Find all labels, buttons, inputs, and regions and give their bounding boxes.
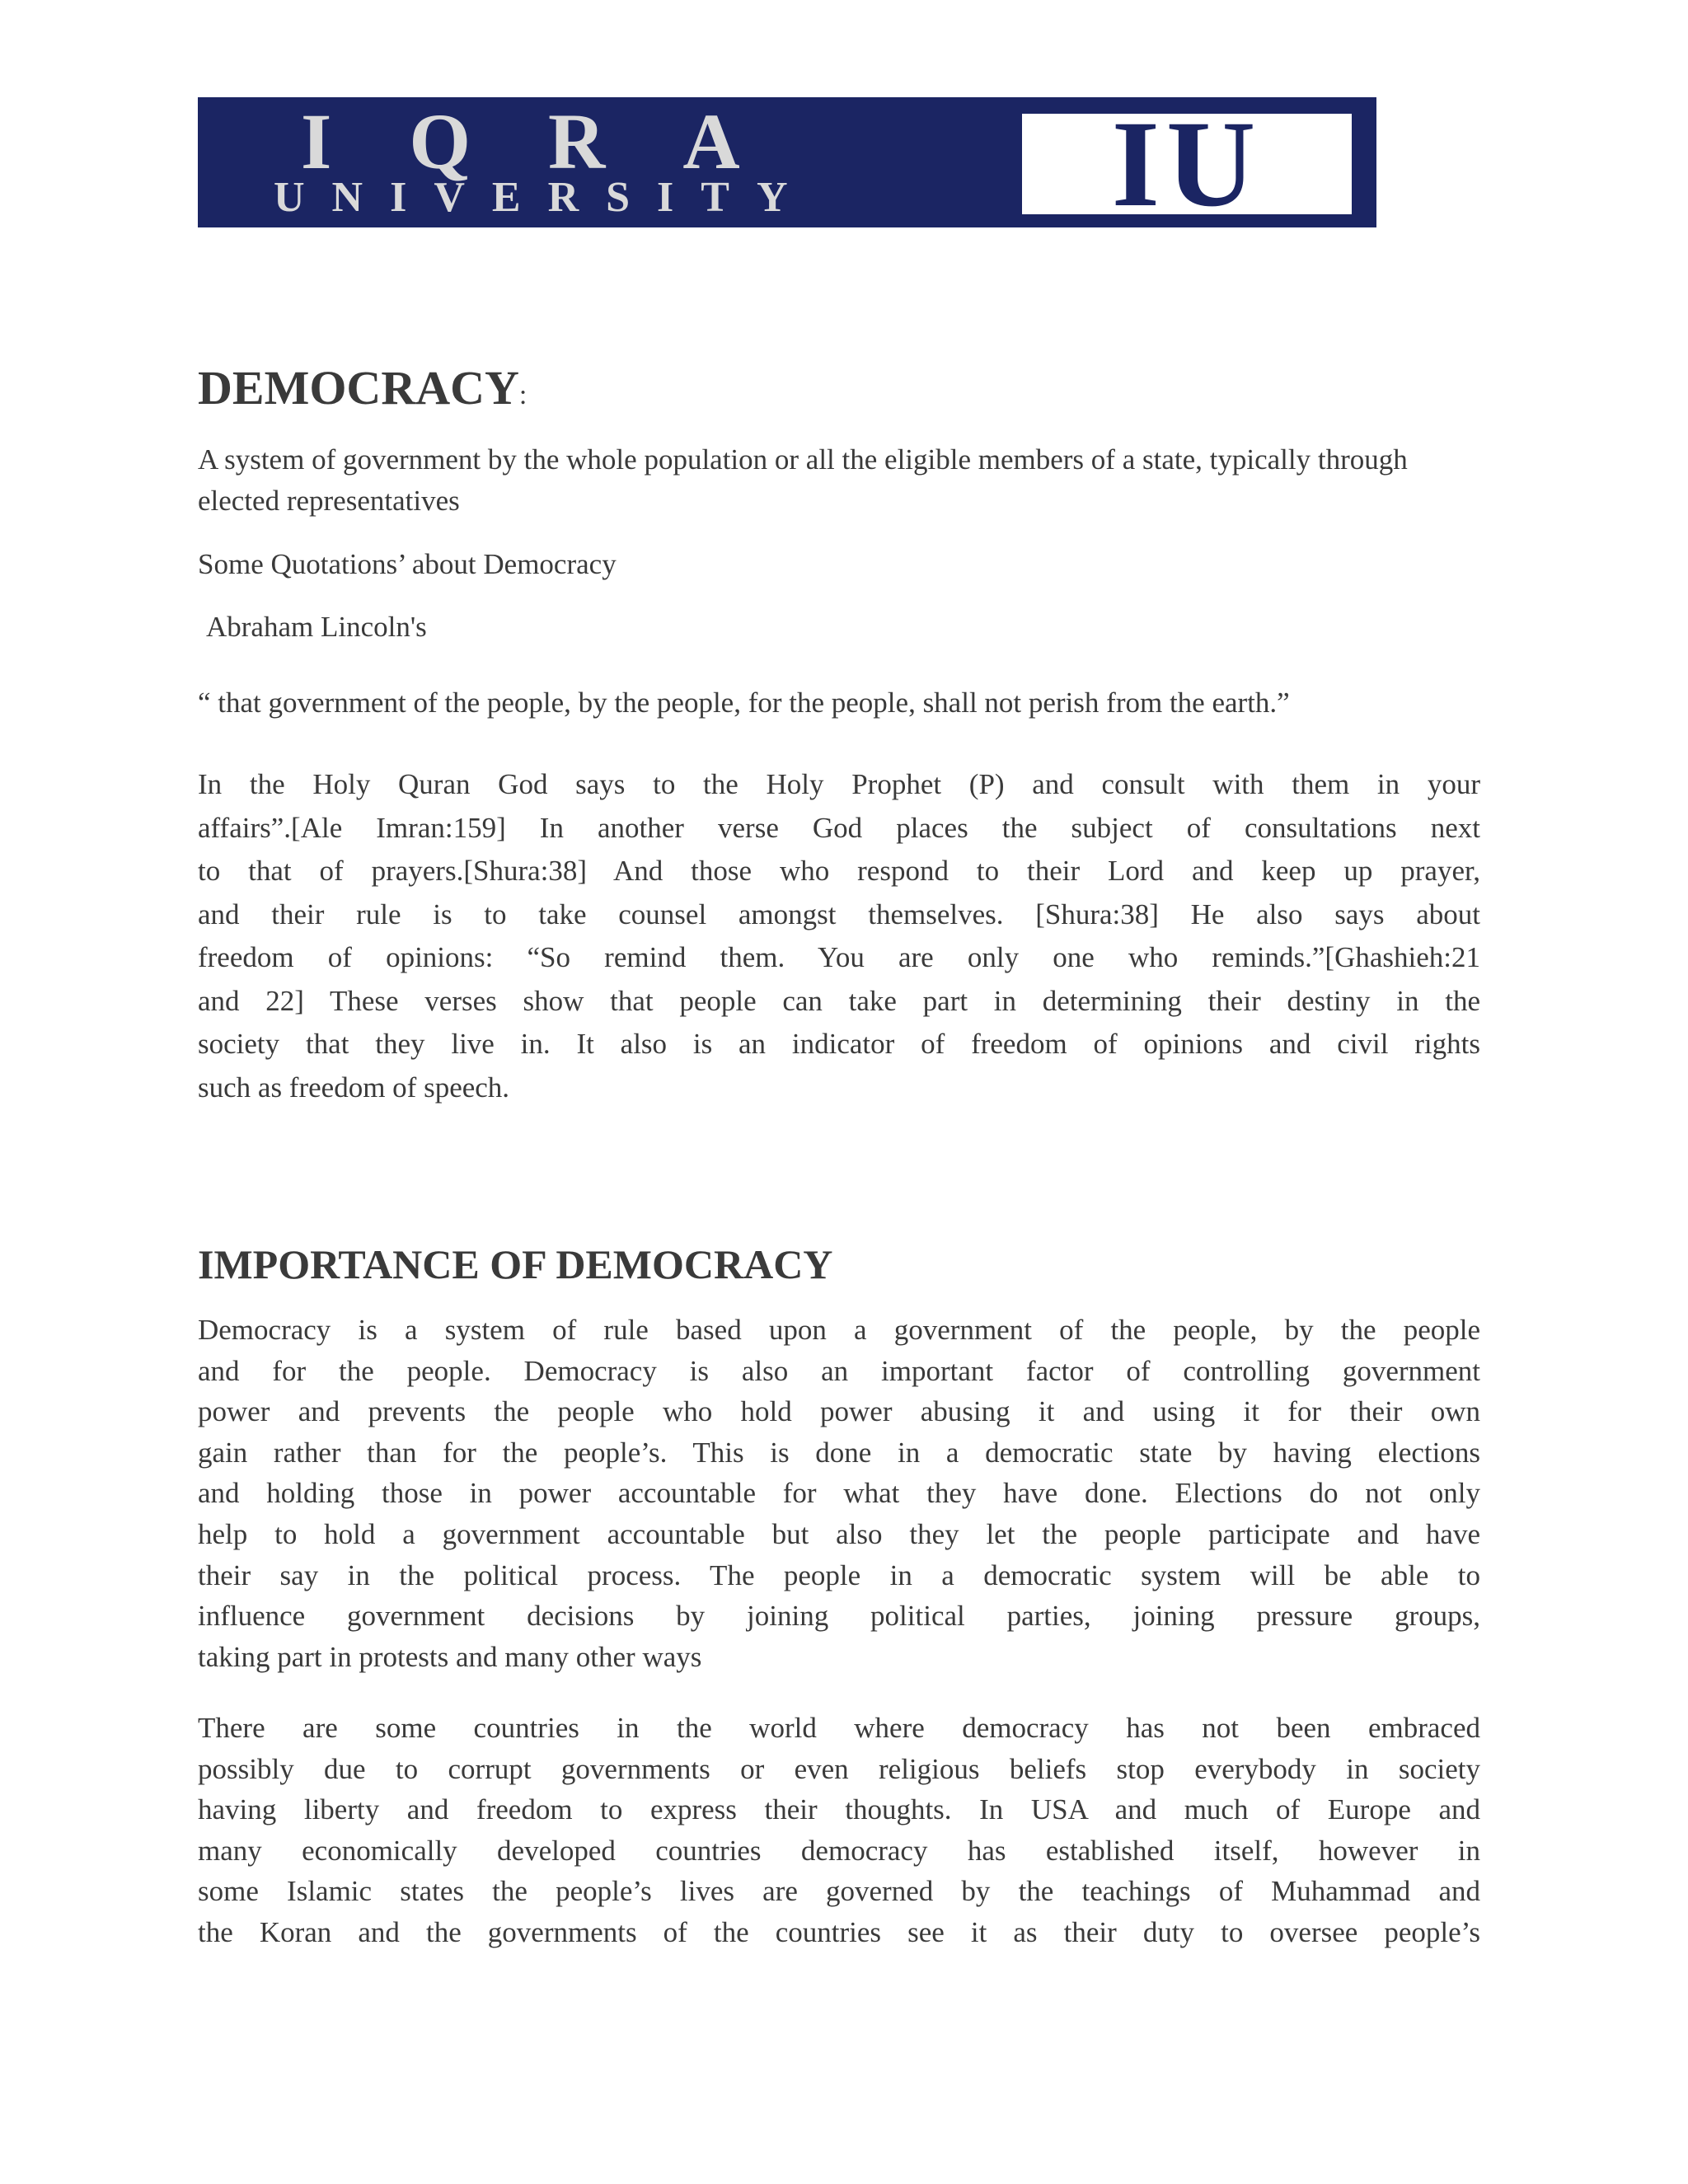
paragraph-line: their say in the political process. The people in a democratic system will be able to (198, 1558, 1480, 1591)
paragraph-line: many economically developed countries democracy has established itself, however in (198, 1834, 1480, 1867)
quran-paragraph (198, 763, 1480, 1109)
heading-democracy (198, 359, 527, 424)
paragraph-line: some Islamic states the people’s lives are governed by the teachings of Muhammad and (198, 1875, 1480, 1908)
paragraph-line: affairs”.[Ale Imran:159] In another verse God places the subject of consultations next (198, 811, 1480, 844)
paragraph-line: the Koran and the governments of the countries see it as their duty to oversee people’s (198, 1915, 1480, 1948)
paragraph-line: taking part in protests and many other ways (198, 1640, 702, 1673)
logo-mark (1022, 114, 1352, 214)
paragraph-line: gain rather than for the people’s. This is done in a democratic state by having elections (198, 1436, 1480, 1469)
paragraph-line: There are some countries in the world where democracy has not been embraced (198, 1712, 1480, 1744)
paragraph-line: Democracy is a system of rule based upon a government of the people, by the people (198, 1314, 1480, 1346)
importance-paragraph-2 (198, 1708, 1480, 1953)
university-logo (198, 97, 1376, 227)
paragraph-line: and 22] These verses show that people can take part in determining their destiny in the (198, 984, 1480, 1017)
quotations-label: Some Quotations’ about Democracy (198, 548, 617, 580)
logo-line1: IQRA (301, 97, 818, 185)
paragraph-line: In the Holy Quran God says to the Holy Prophet (P) and consult with them in your (198, 768, 1480, 800)
lincoln-label: Abraham Lincoln's (206, 611, 427, 643)
paragraph-line: and their rule is to take counsel amongst themselves. [Shura:38] He also says about (198, 898, 1480, 930)
paragraph-line: and holding those in power accountable for what they have done. Elections do not only (198, 1477, 1480, 1510)
paragraph-line: influence government decisions by joining political parties, joining pressure groups, (198, 1600, 1480, 1633)
paragraph-line: having liberty and freedom to express their thoughts. In USA and much of Europe and (198, 1793, 1480, 1826)
heading-colon: : (518, 380, 528, 410)
lincoln-quote: “ that government of the people, by the people, for the people, shall not perish from the earth.” (198, 687, 1290, 719)
logo-line2: UNIVERSITY (274, 174, 815, 221)
heading-democracy-text: DEMOCRACY (198, 361, 519, 415)
heading-importance: IMPORTANCE OF DEMOCRACY (198, 1241, 833, 1287)
importance-paragraph-1 (198, 1310, 1480, 1677)
paragraph-line: society that they live in. It also is an indicator of freedom of opinions and civil rights (198, 1028, 1480, 1060)
paragraph-line: power and prevents the people who hold power abusing it and using it for their own (198, 1395, 1480, 1428)
paragraph-line: and for the people. Democracy is also an important factor of controlling government (198, 1354, 1480, 1387)
definition-paragraph: A system of government by the whole population or all the eligible members of a state, typically through elected representatives (198, 443, 1408, 517)
paragraph-line: help to hold a government accountable but also they let the people participate and have (198, 1517, 1480, 1550)
paragraph-line: such as freedom of speech. (198, 1071, 510, 1104)
paragraph-line: possibly due to corrupt governments or even religious beliefs stop everybody in society (198, 1752, 1480, 1785)
logo-mark-text: IU (1111, 114, 1263, 214)
paragraph-line: to that of prayers.[Shura:38] And those who respond to their Lord and keep up prayer, (198, 855, 1480, 887)
paragraph-line: freedom of opinions: “So remind them. You are only one who reminds.”[Ghashieh:21 (198, 941, 1480, 973)
